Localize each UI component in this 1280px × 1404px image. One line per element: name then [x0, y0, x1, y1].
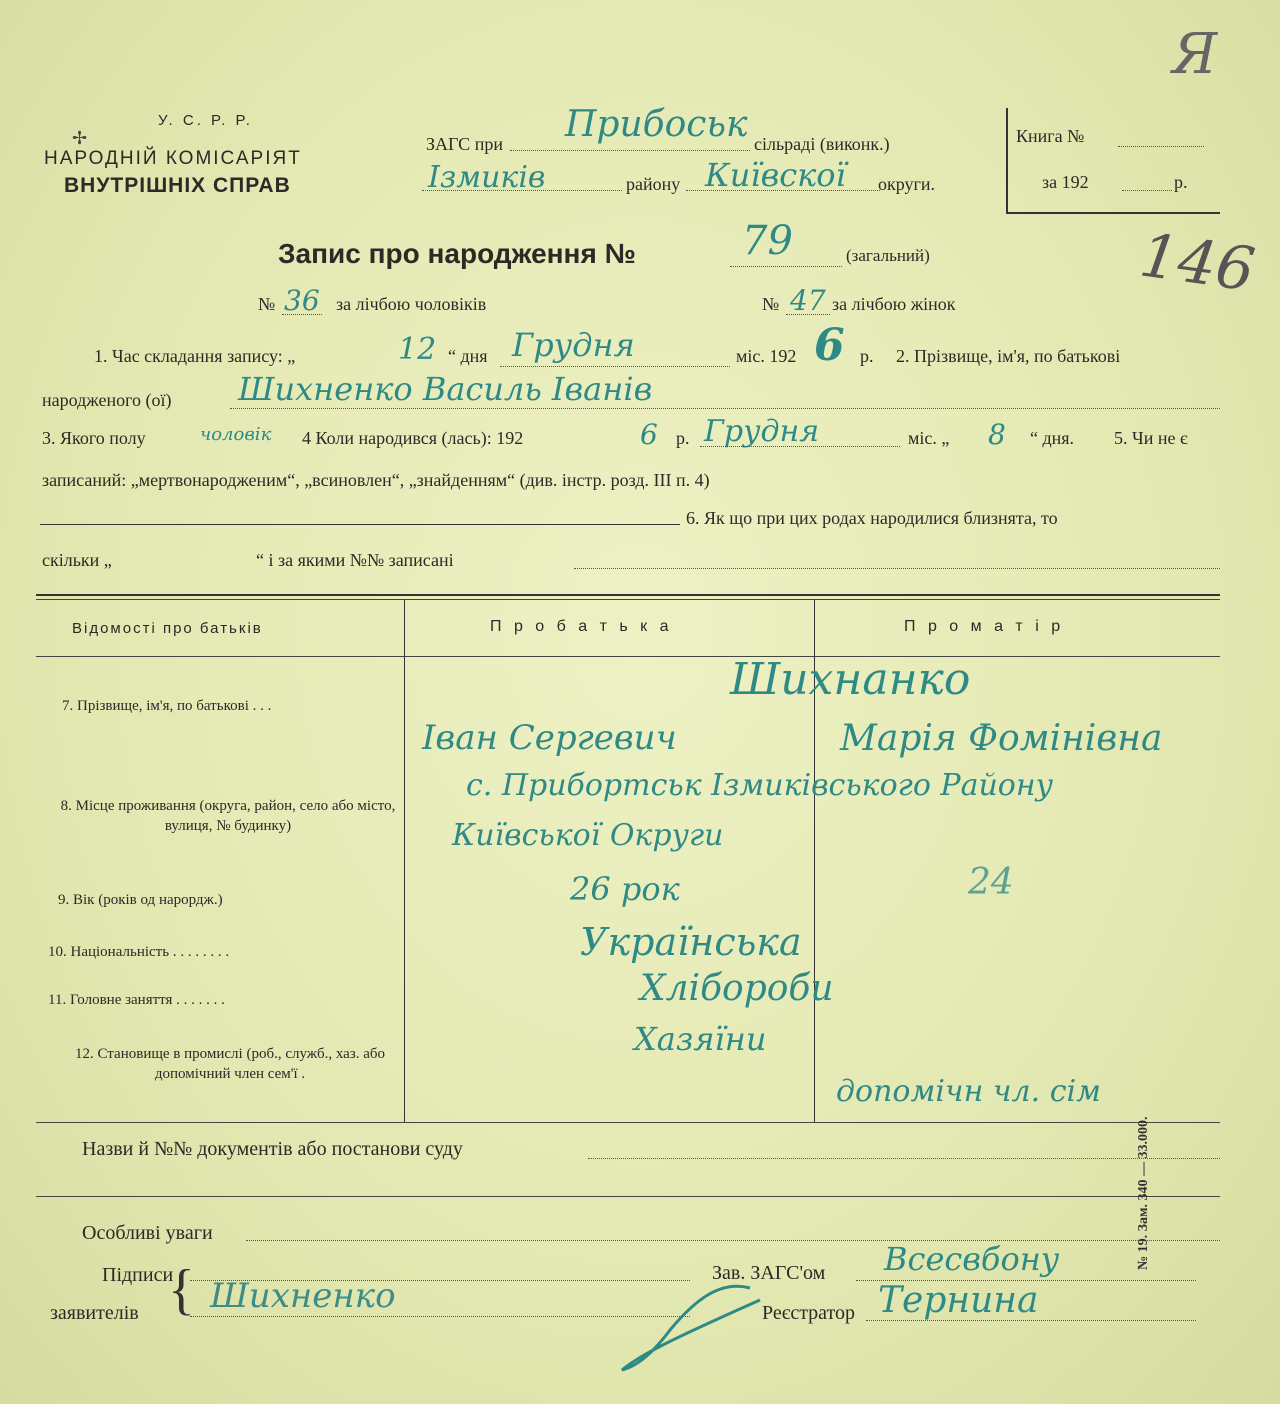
q2-cont: народженого (ої)	[42, 390, 172, 410]
q1-day-label: “ дня	[448, 346, 488, 366]
col-header-parents: Відомості про батьків	[72, 620, 263, 637]
book-year-suffix: р.	[1174, 172, 1188, 192]
district-label: району	[626, 174, 681, 194]
father-status: Хазяїни	[634, 1020, 767, 1058]
record-number-line	[730, 266, 842, 267]
zags-head-label: Зав. ЗАГС'ом	[712, 1262, 826, 1284]
col-header-mother: П р о м а т і р	[904, 618, 1065, 635]
q4-mis: міс. „	[908, 428, 950, 448]
table-top-rule-2	[36, 599, 1220, 600]
book-box	[1006, 108, 1220, 214]
ministry-line2: ВНУТРІШНІХ СПРАВ	[64, 174, 291, 197]
q1-label: 1. Час складання запису: „	[94, 346, 296, 366]
q1-year-digit: 6	[814, 320, 845, 371]
book-year-prefix: за 192	[1042, 172, 1089, 192]
record-title: Запис про народження №	[278, 238, 636, 269]
row-label-name: 7. Прізвище, ім'я, по батькові . . .	[62, 698, 272, 714]
mother-name: Марія Фомінівна	[840, 718, 1163, 759]
applicants-label: заявителів	[50, 1302, 139, 1324]
mother-status: допомічн чл. сім	[836, 1074, 1101, 1109]
district-value: Ізмиків	[428, 160, 546, 195]
row-label-residence: 8. Місце проживання (округа, район, село або місто, вулиця, № будинку)	[60, 798, 396, 834]
q1-year-suffix: р.	[860, 346, 874, 366]
row-label-age: 9. Вік (років од нарордж.)	[58, 892, 223, 908]
q4-r: р.	[676, 428, 690, 448]
residence-line2: Київської Округи	[452, 818, 724, 853]
print-code: № 19. Зам. 340 — 33.000.	[1136, 1116, 1151, 1270]
q6-cont2: “ і за якими №№ записані	[256, 550, 454, 570]
q6-label: 6. Як що при цих родах народилися близнята, то	[686, 508, 1058, 528]
q1-month-line	[500, 366, 730, 367]
residence-line1: с. Прибортськ Ізмиківського Району	[466, 768, 1054, 803]
q3-label: 3. Якого полу	[42, 428, 146, 448]
applicant-signature: Шихненко	[210, 1276, 396, 1316]
q2-value: Шихненко Василь Іванів	[238, 370, 653, 408]
surname-shared: Шихнанко	[730, 654, 971, 705]
q4-day: 8	[988, 418, 1006, 451]
occupation-value: Хлібороби	[640, 968, 834, 1009]
table-header-rule	[36, 656, 1220, 657]
q5-cont: записаний: „мертвонародженим“, „всиновлен“, „знайденням“ (див. інстр. розд. III п. 4)	[42, 470, 710, 490]
registrar-signature: Тернина	[878, 1280, 1039, 1321]
margin-number: 146	[1135, 220, 1259, 306]
table-top-rule-1	[36, 594, 1220, 596]
q6-cont: скільки „	[42, 550, 112, 570]
nationality-value: Українська	[580, 920, 802, 964]
q1-year-prefix: міс. 192	[736, 346, 797, 366]
table-col-divider-1	[404, 600, 405, 1122]
q2-label: 2. Прізвище, ім'я, по батькові	[896, 346, 1121, 366]
registrar-label: Реєстратор	[762, 1302, 856, 1324]
q1-day: 12	[398, 332, 437, 367]
women-number: 47	[790, 284, 826, 317]
col-header-father: П р о б а т ь к а	[490, 618, 673, 635]
book-label: Книга №	[1016, 126, 1085, 146]
signatures-brace: {	[168, 1259, 195, 1321]
zags-suffix: сільраді (виконк.)	[754, 134, 890, 154]
q1-month: Грудня	[512, 326, 635, 364]
documents-label: Назви й №№ документів або постанови суду	[82, 1138, 463, 1160]
row-label-occupation: 11. Головне заняття . . . . . . .	[48, 992, 225, 1008]
men-number: 36	[284, 284, 320, 317]
signatures-label: Підписи	[102, 1264, 174, 1286]
father-age: 26 рок	[570, 870, 680, 908]
zags-prefix: ЗАГС при	[426, 134, 503, 154]
row-label-status: 12. Становище в промислі (роб., служб., хаз. або допомічний член сем'ї .	[75, 1046, 385, 1082]
q5-label: 5. Чи не є	[1114, 428, 1188, 448]
zags-council-value: Прибоськ	[565, 104, 748, 145]
women-prefix: №	[762, 294, 780, 314]
q3-value: чоловік	[200, 424, 272, 445]
okruga-value: Київскої	[705, 156, 846, 194]
men-label: за лічбою чоловіків	[336, 294, 487, 314]
republic-label: У. С. Р. Р.	[158, 112, 253, 129]
okruga-label: округи.	[878, 174, 936, 194]
book-year-line	[1122, 190, 1172, 191]
corner-mark: Я	[1172, 22, 1218, 87]
mother-age: 24	[968, 862, 1014, 903]
women-label: за лічбою жінок	[832, 294, 956, 314]
father-name: Іван Сергевич	[422, 718, 677, 758]
special-notes-label: Особливі уваги	[82, 1222, 213, 1244]
book-number-line	[1118, 146, 1204, 147]
q4-label: 4 Коли народився (лась): 192	[302, 428, 524, 448]
row-label-nationality: 10. Національність . . . . . . . .	[48, 944, 230, 960]
table-bottom-rule	[36, 1122, 1220, 1123]
documents-line	[588, 1158, 1220, 1159]
zags-council-line	[510, 150, 750, 151]
documents-line-2	[36, 1196, 1220, 1197]
q6-line	[574, 568, 1220, 569]
q4-month-line	[700, 446, 900, 447]
q4-year-digit: 6	[640, 418, 658, 451]
emblem-mark: ✢	[72, 128, 88, 148]
special-notes-line	[246, 1240, 1220, 1241]
record-title-suffix: (загальний)	[846, 246, 930, 265]
registrar-flourish	[600, 1270, 780, 1380]
zags-head-signature: Всесвбону	[884, 1240, 1060, 1278]
ministry-line1: НАРОДНІЙ КОМІСАРІЯТ	[44, 148, 302, 169]
record-number: 79	[742, 218, 793, 264]
q2-line	[230, 408, 1220, 409]
q4-day-label: “ дня.	[1030, 428, 1075, 448]
q5-line	[40, 524, 680, 525]
q4-month: Грудня	[704, 414, 820, 449]
men-prefix: №	[258, 294, 276, 314]
